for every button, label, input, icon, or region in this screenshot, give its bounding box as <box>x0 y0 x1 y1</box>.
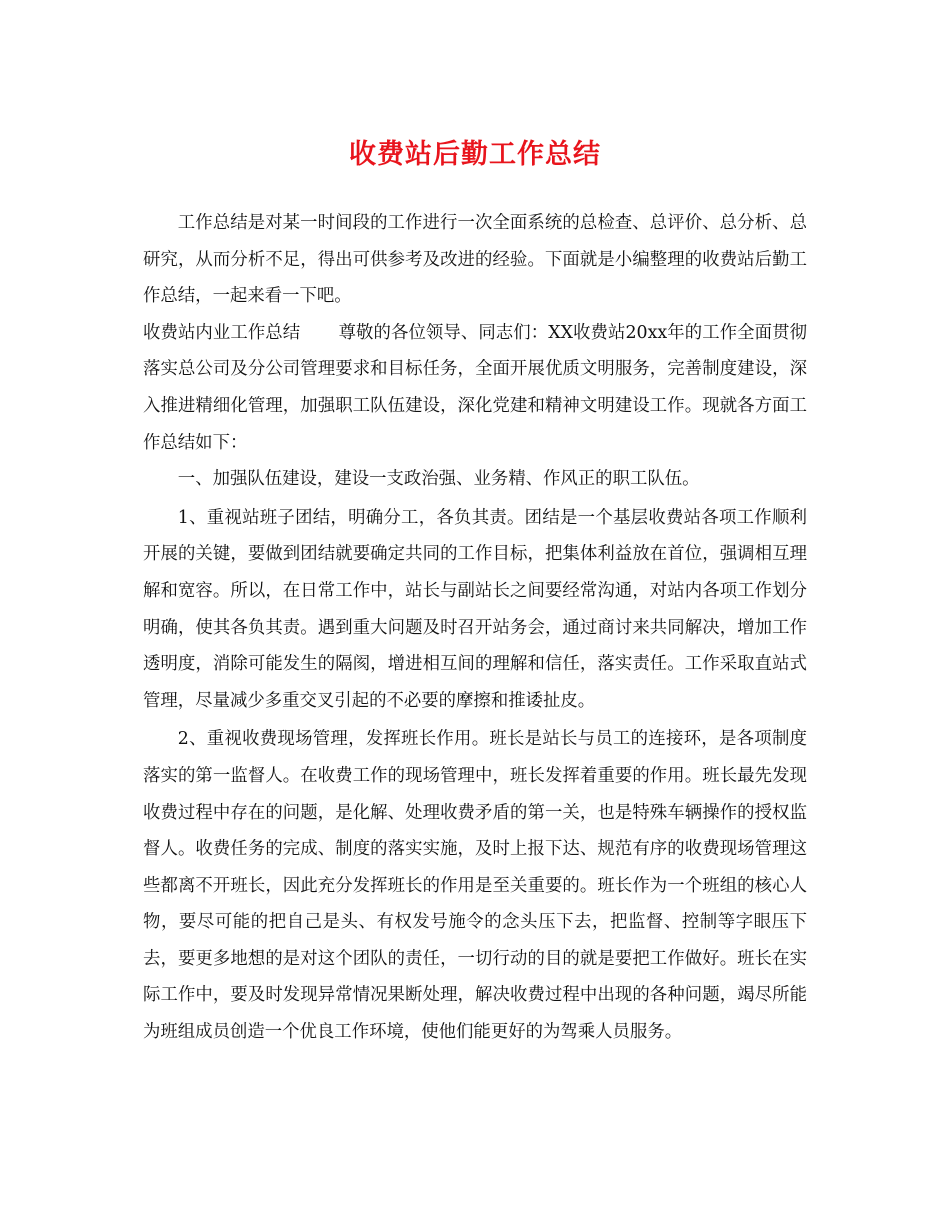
item-paragraph-1: 1、重视站班子团结，明确分工，各负其责。团结是一个基层收费站各项工作顺利开展的关键，要做到团结就要确定共同的工作目标，把集体利益放在首位，强调相互理解和宽容。所以，在日常工作中，站长与副站长之间要经常沟通，对站内各项工作划分明确，使其各负其责。遇到重大问题及时召开站务会，通过商讨来共同解决，增加工作透明度，消除可能发生的隔阂，增进相互间的理解和信任，落实责任。工作采取直站式管理，尽量减少多重交叉引起的不必要的摩擦和推诿扯皮。 <box>143 507 807 711</box>
intro-paragraph: 工作总结是对某一时间段的工作进行一次全面系统的总检查、总评价、总分析、总研究，从而分析不足，得出可供参考及改进的经验。下面就是小编整理的收费站后勤工作总结，一起来看一下吧。 <box>143 213 807 307</box>
greeting-paragraph <box>143 315 807 461</box>
document-title: 收费站后勤工作总结 <box>349 139 601 170</box>
item-paragraph-2: 2、重视收费现场管理，发挥班长作用。班长是站长与员工的连接环，是各项制度落实的第一监督人。在收费工作的现场管理中，班长发挥着重要的作用。班长最先发现收费过程中存在的问题，是化解、处理收费矛盾的第一关，也是特殊车辆操作的授权监督人。收费任务的完成、制度的落实实施，及时上报下达、规范有序的收费现场管理这些都离不开班长，因此充分发挥班长的作用是至关重要的。班长作为一个班组的核心人物，要尽可能的把自己是头、有权发号施令的念头压下去，把监督、控制等字眼压下去，要更多地想的是对这个团队的责任，一切行动的目的就是要把工作做好。班长在实际工作中，要及时发现异常情况果断处理，解决收费过程中出现的各种问题，竭尽所能为班组成员创造一个优良工作环境，使他们能更好的为驾乘人员服务。 <box>143 729 807 1043</box>
greeting-text: 尊敬的各位领导、同志们：XX收费站20xx年的工作全面贯彻落实总公司及分公司管理要求和目标任务，全面开展优质文明服务，完善制度建设，深入推进精细化管理，加强职工队伍建设，深化党建和精神文明建设工作。现就各方面工作总结如下： <box>143 322 807 453</box>
document-body <box>143 205 807 1051</box>
subtitle-text: 收费站内业工作总结 <box>143 322 301 343</box>
section-heading-1: 一、加强队伍建设，建设一支政治强、业务精、作风正的职工队伍。 <box>177 469 700 490</box>
